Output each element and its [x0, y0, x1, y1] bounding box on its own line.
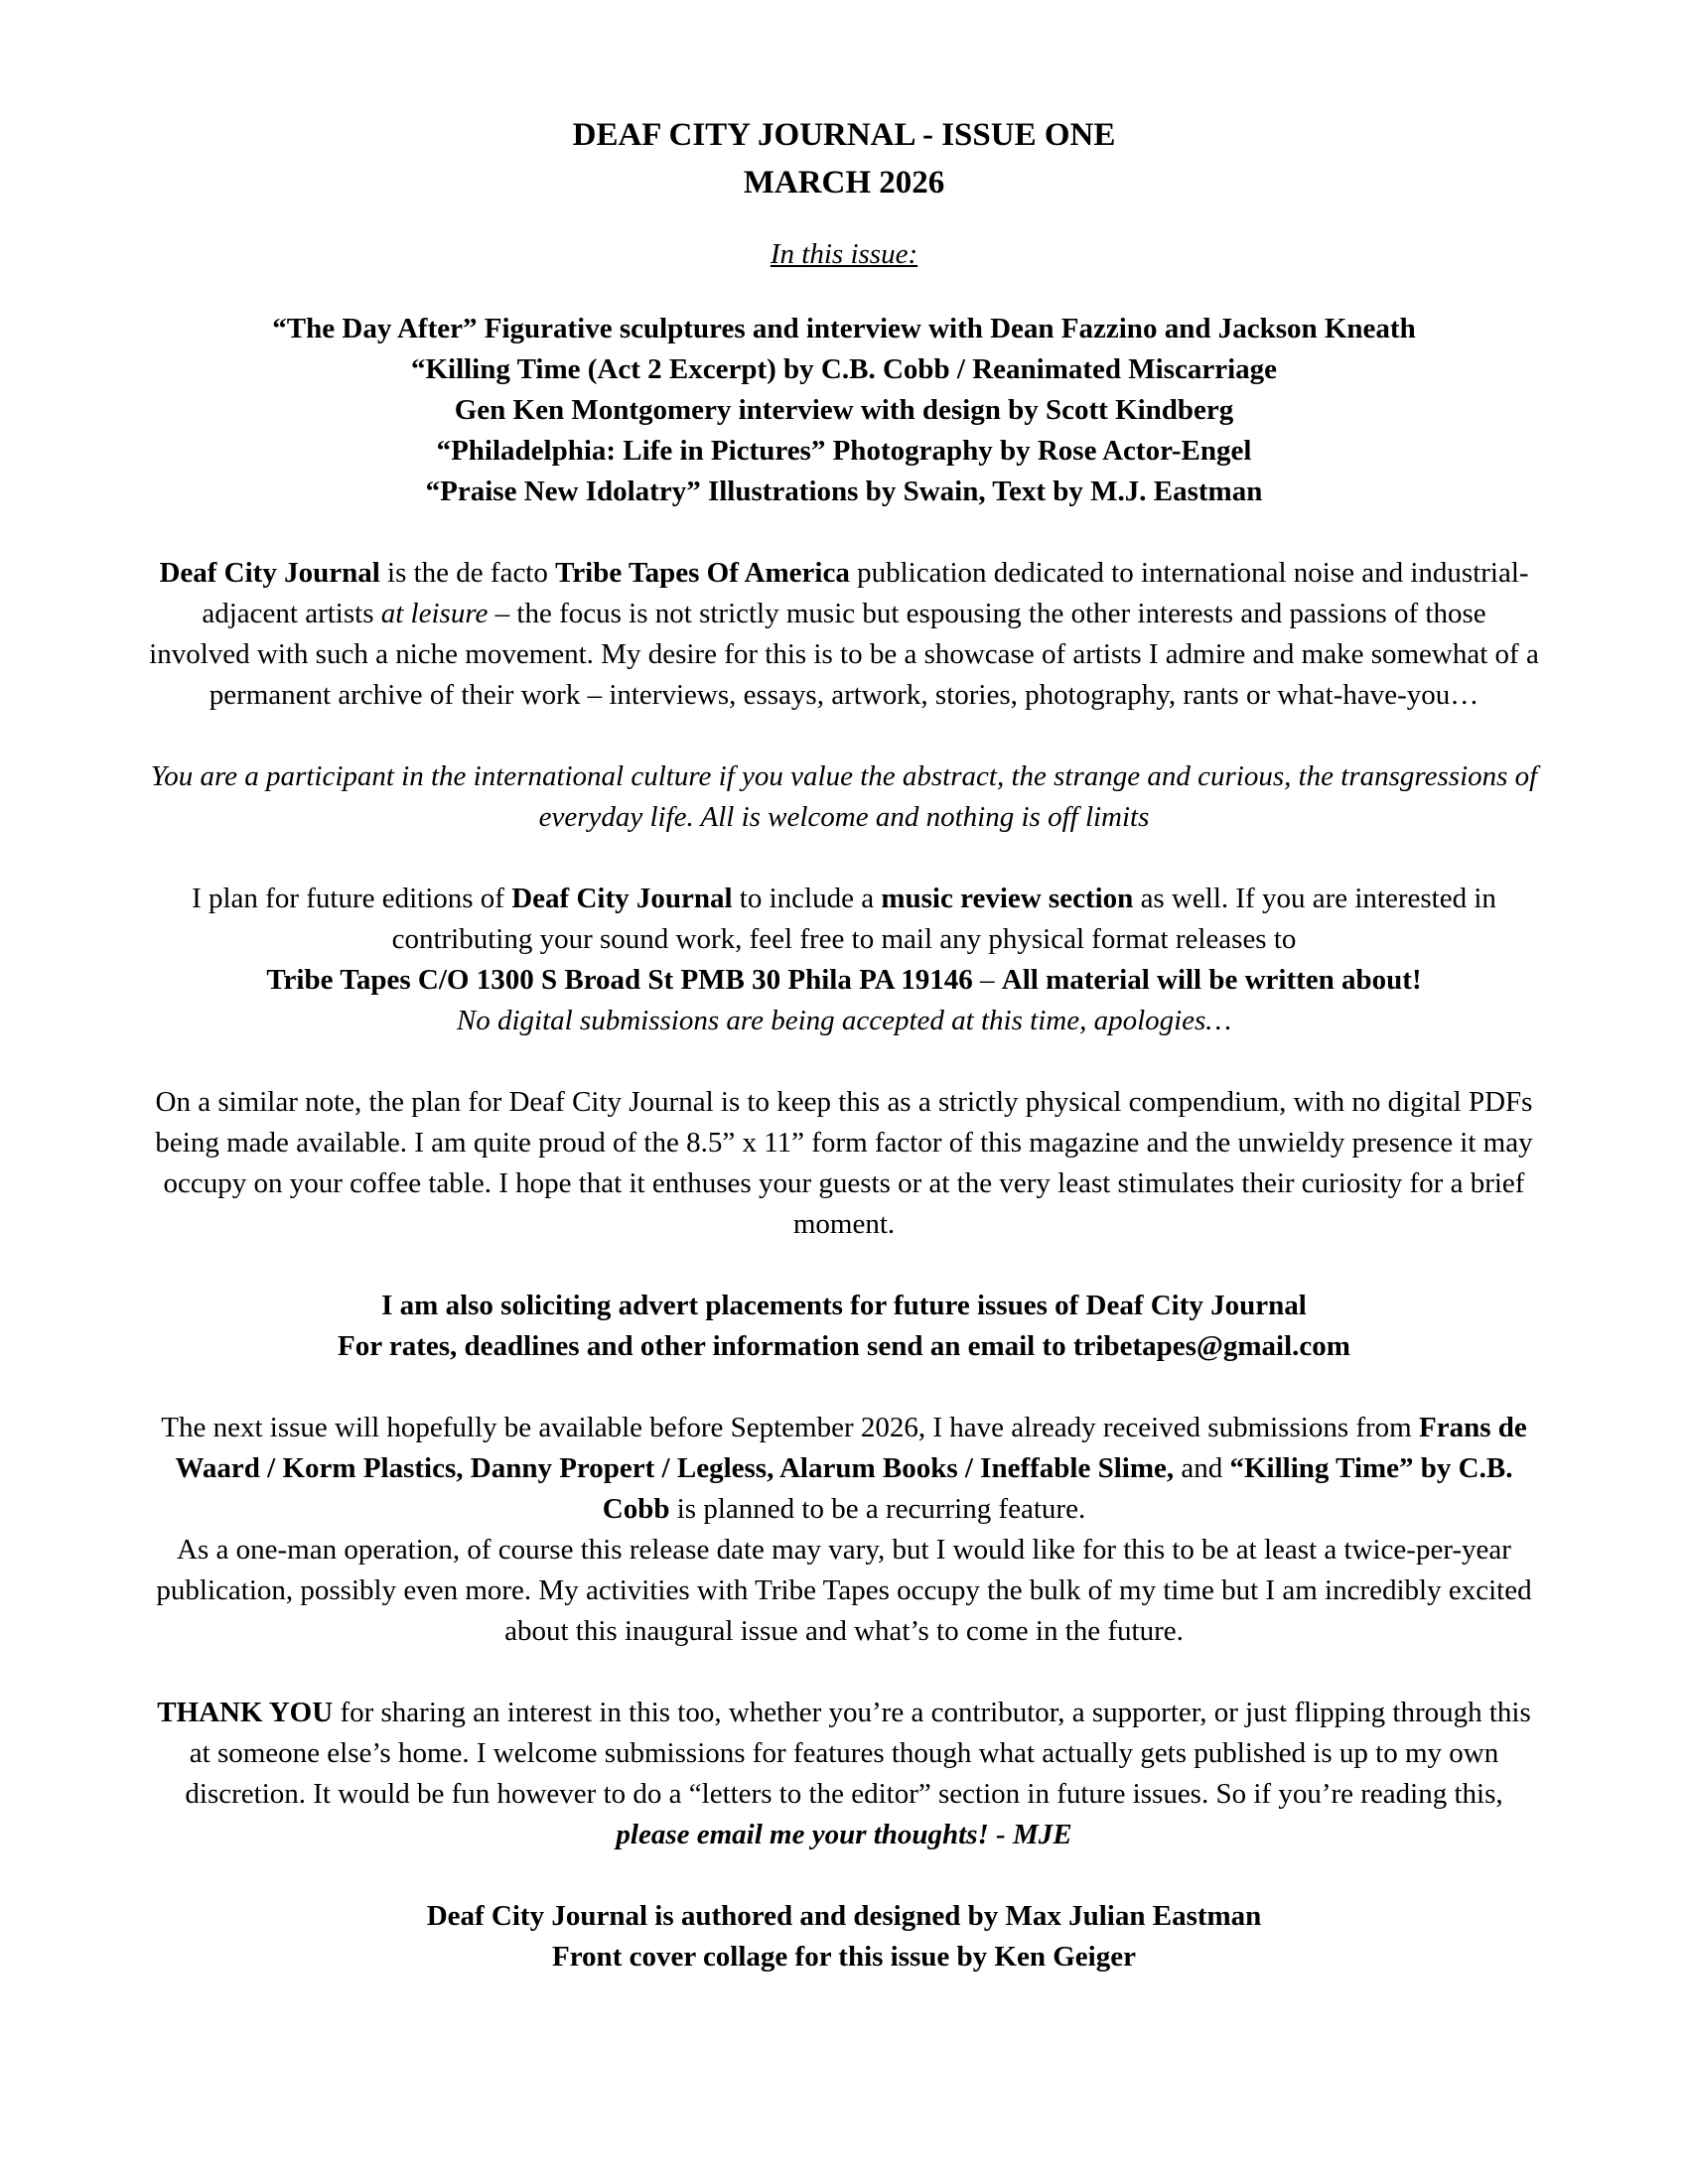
all-material-promise: All material will be written about! [1001, 964, 1422, 996]
thanks-text: for sharing an interest in this too, whether you’re a contributor, a supporter, or just flipping through this at someone else’s home. I welcome submissions for features though what actually gets published is up to my own discretion. It would be fun however to do a “letters to the editor” section in future issues. So if you’re reading this, [185, 1697, 1531, 1810]
contents-label: In this issue: [770, 238, 918, 270]
next-issue-text-3: is planned to be a recurring feature. [669, 1493, 1086, 1525]
contents-item: Gen Ken Montgomery interview with design by Scott Kindberg [454, 394, 1234, 426]
adverts-paragraph [149, 1286, 1539, 1367]
next-issue-text-2: and [1174, 1452, 1230, 1484]
label-name: Tribe Tapes Of America [555, 557, 850, 589]
contents-list [149, 309, 1539, 512]
adverts-line-2: For rates, deadlines and other information send an email to tribetapes@gmail.com [338, 1330, 1350, 1362]
mailing-address: Tribe Tapes C/O 1300 S Broad St PMB 30 Phila PA 19146 [266, 964, 973, 996]
credits-line-1: Deaf City Journal is authored and designed by Max Julian Eastman [426, 1900, 1262, 1932]
credits-line-2: Front cover collage for this issue by Ken Geiger [552, 1941, 1136, 1973]
music-review-text-1: I plan for future editions of [192, 883, 512, 914]
physical-paragraph: On a similar note, the plan for Deaf City Journal is to keep this as a strictly physical compendium, with no digital PDFs being made available. I am quite proud of the 8.5” x 11” form factor of this magazine and the unwieldy presence it may occupy on your coffee table. I hope that it enthuses your guests or at the very least stimulates their curiosity for a brief moment. [155, 1086, 1533, 1240]
journal-name: Deaf City Journal [511, 883, 733, 914]
recurring-feature: “Killing Time” by C.B. Cobb [602, 1452, 1513, 1525]
contents-item: “Praise New Idolatry” Illustrations by Swain, Text by M.J. Eastman [425, 476, 1263, 507]
adverts-line-1: I am also soliciting advert placements for future issues of Deaf City Journal [381, 1290, 1307, 1321]
intro-text-1: is the de facto [379, 557, 556, 589]
intro-text-2: publication dedicated to international noise and industrial-adjacent artists [202, 557, 1529, 629]
contents-item: “Killing Time (Act 2 Excerpt) by C.B. Cobb / Reanimated Miscarriage [410, 353, 1278, 385]
contents-item: “Philadelphia: Life in Pictures” Photography by Rose Actor-Engel [436, 435, 1252, 467]
contents-item: “The Day After” Figurative sculptures and interview with Dean Fazzino and Jackson Kneath [272, 313, 1416, 344]
next-issue-text-4: As a one-man operation, of course this release date may vary, but I would like for this to be at least a twice-per-year publication, possibly even more. My activities with Tribe Tapes occupy the bulk of my time but I am incredibly excited about this inaugural issue and what’s to come in the future. [156, 1534, 1532, 1647]
manifesto-paragraph [149, 756, 1539, 838]
title-line-1: DEAF CITY JOURNAL - ISSUE ONE [572, 117, 1116, 153]
music-review-section-name: music review section [881, 883, 1134, 914]
no-digital-note: No digital submissions are being accepted at this time, apologies… [456, 1005, 1232, 1036]
manifesto-text: You are a participant in the international culture if you value the abstract, the strange and curious, the transgressions of everyday life. All is welcome and nothing is off limits [150, 760, 1538, 833]
address-dash: – [972, 964, 1002, 996]
thank-you-lead: THANK YOU [157, 1697, 334, 1728]
music-review-paragraph [149, 879, 1539, 1041]
music-review-text-2: to include a [732, 883, 882, 914]
next-issue-paragraph [149, 1408, 1539, 1652]
title-line-2: MARCH 2026 [743, 165, 945, 201]
journal-name: Deaf City Journal [159, 557, 380, 589]
intro-text-3: – the focus is not strictly music but espousing the other interests and passions of those involved with such a niche movement. My desire for this is to be a showcase of artists I admire and make somewhat of a permanent archive of their work – interviews, essays, artwork, stories, photography, rants or what-have-you… [149, 598, 1539, 711]
editor-signoff: please email me your thoughts! - MJE [616, 1819, 1072, 1850]
intro-paragraph [149, 553, 1539, 716]
next-issue-text-1: The next issue will hopefully be available before September 2026, I have already received submissions from [161, 1412, 1419, 1443]
at-leisure-emphasis: at leisure [380, 598, 489, 629]
credits-paragraph [149, 1896, 1539, 1978]
music-review-text-3: as well. If you are interested in contributing your sound work, feel free to mail any physical format releases to [391, 883, 1496, 955]
journal-title [149, 111, 1539, 206]
thanks-paragraph [149, 1693, 1539, 1855]
contributors-list: Frans de Waard / Korm Plastics, Danny Propert / Legless, Alarum Books / Ineffable Slime, [175, 1412, 1527, 1484]
